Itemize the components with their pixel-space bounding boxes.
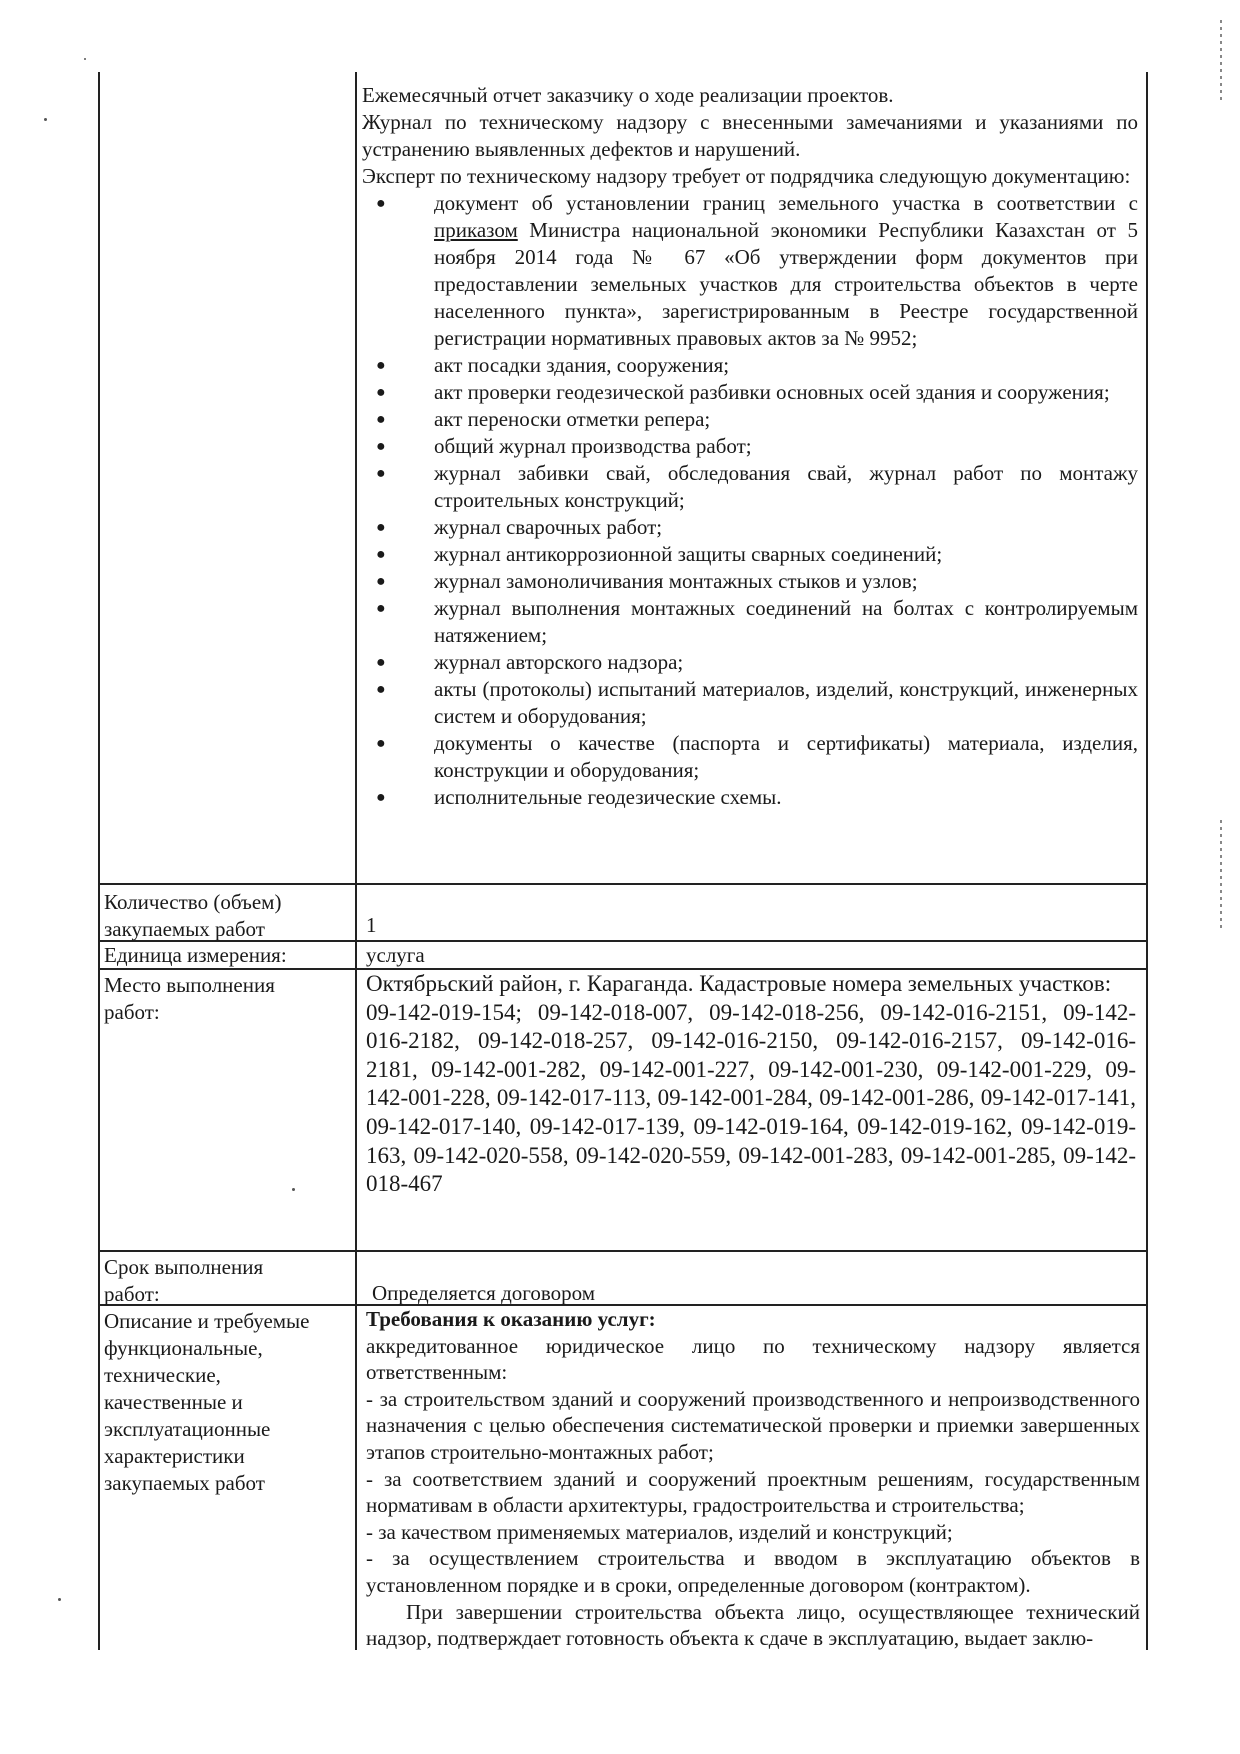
bullet-item-5: ● журнал забивки свай, обследования свай, журнал работ по монтажу строительных конструкций; bbox=[376, 461, 1138, 512]
table-left-border bbox=[98, 72, 100, 1650]
table-right-border bbox=[1146, 72, 1148, 1650]
bullet-dot: ● bbox=[376, 654, 386, 671]
bullet-item-0: ● документ об установлении границ земельного участка в соответствии с приказом Министра национальной экономики Республики Казахстан от 5 ноября 2014 года № 67 «Об утверждении форм документов при предоставлении земельных участков для строительства объектов в черте населенного пункта», зарегистрированным в Реестре государственной регистрации нормативных правовых актов за № 9952; bbox=[376, 191, 1138, 350]
bullet-item-7: ● журнал антикоррозионной защиты сварных соединений; bbox=[376, 542, 943, 566]
bullet-dot: ● bbox=[376, 681, 386, 698]
bullet-dot: ● bbox=[376, 465, 386, 482]
cadastral-numbers: 09-142-019-154; 09-142-018-007, 09-142-018-256, 09-142-016-2151, 09-142-016-2182, 09-142-018-257, 09-142-016-2150, 09-142-016-2157, 09-142-016-2181, 09-142-001-282, 09-142-001-227, 09-142-001-230, 09-142-001-229, 09-142-001-228, 09-142-017-113, 09-142-001-284, 09-142-001-286, 09-142-017-141, 09-142-017-140, 09-142-017-139, 09-142-019-164, 09-142-019-162, 09-142-019-163, 09-142-020-558, 09-142-020-559, 09-142-001-283, 09-142-001-285, 09-142-018-467 bbox=[366, 999, 1136, 1197]
description-label: Описание и требуемые функциональные, технические, качественные и эксплуатационные характеристики закупаемых работ bbox=[104, 1309, 310, 1495]
requirement-item: - за качеством применяемых материалов, изделий и конструкций; bbox=[366, 1519, 953, 1544]
description-value bbox=[366, 1306, 1140, 1652]
bullet-dot: ● bbox=[376, 546, 386, 563]
requirement-item: - за строительством зданий и сооружений производственного и непроизводственного назначения с целью обеспечения систематической проверки и приемки завершенных этапов строительно-монтажных работ; bbox=[366, 1386, 1140, 1464]
bullet-item-4: ● общий журнал производства работ; bbox=[376, 434, 752, 458]
scan-speck bbox=[292, 1188, 295, 1191]
table-column-divider bbox=[355, 72, 357, 1650]
bullet-item-9: ● журнал выполнения монтажных соединений на болтах с контролируемым натяжением; bbox=[376, 596, 1138, 647]
requirement-item: - за осуществлением строительства и вводом в эксплуатацию объектов в установленном порядке и в сроки, определенные договором (контрактом). bbox=[366, 1546, 1140, 1597]
journal-line: Журнал по техническому надзору с внесенными замечаниями и указаниями по устранению выявленных дефектов и нарушений. bbox=[362, 110, 1138, 161]
documentation-block bbox=[362, 82, 1138, 811]
requirement-item: - за соответствием зданий и сооружений проектным решениям, государственным нормативам в области архитектуры, градостроительства и строительства; bbox=[366, 1466, 1140, 1518]
term-label: Срок выполнения работ: bbox=[104, 1255, 264, 1306]
bullet-dot: ● bbox=[376, 357, 386, 374]
bullet-item-2: ● акт проверки геодезической разбивки основных осей здания и сооружения; bbox=[376, 380, 1110, 404]
row-divider-4 bbox=[98, 1250, 1148, 1252]
bullet-item-1: ● акт посадки здания, сооружения; bbox=[376, 353, 730, 377]
scan-margin-mark bbox=[1220, 20, 1222, 100]
bullet-item-8: ● журнал замоноличивания монтажных стыков и узлов; bbox=[376, 569, 918, 593]
scan-speck bbox=[84, 58, 86, 60]
bullet-dot: ● bbox=[376, 384, 386, 401]
order-link[interactable]: приказом bbox=[434, 218, 518, 242]
completion-paragraph: При завершении строительства объекта лицо, осуществляющее технический надзор, подтверждает готовность объекта к сдаче в эксплуатацию, выдает заклю- bbox=[366, 1599, 1140, 1651]
bullet-dot: ● bbox=[376, 411, 386, 428]
scan-margin-mark bbox=[1220, 820, 1222, 930]
bullet-dot: ● bbox=[376, 789, 386, 806]
place-text: Октябрьский район, г. Караганда. Кадастровые номера земельных участков: bbox=[366, 971, 1112, 996]
quantity-value: 1 bbox=[366, 913, 377, 937]
bullet-dot: ● bbox=[376, 600, 386, 617]
bullet-dot: ● bbox=[376, 195, 386, 212]
scan-speck bbox=[44, 118, 47, 121]
bullet-item-13: ● исполнительные геодезические схемы. bbox=[376, 785, 782, 809]
unit-value: услуга bbox=[366, 943, 425, 967]
bullet-item-10: ● журнал авторского надзора; bbox=[376, 650, 684, 674]
term-value: Определяется договором bbox=[372, 1281, 596, 1305]
expert-line: Эксперт по техническому надзору требует от подрядчика следующую документацию: bbox=[362, 164, 1131, 188]
bullet-dot: ● bbox=[376, 519, 386, 536]
quantity-label: Количество (объем) закупаемых работ bbox=[104, 890, 282, 941]
bullet-dot: ● bbox=[376, 735, 386, 752]
bullet-item-12: ● документы о качестве (паспорта и сертификаты) материала, изделия, конструкции и оборудования; bbox=[376, 731, 1138, 782]
place-value bbox=[366, 970, 1136, 1199]
unit-label: Единица измерения: bbox=[104, 943, 287, 967]
requirements-intro: аккредитованное юридическое лицо по техническому надзору является ответственным: bbox=[366, 1333, 1140, 1385]
report-line: Ежемесячный отчет заказчику о ходе реализации проектов. bbox=[362, 83, 894, 107]
place-label: Место выполнения работ: bbox=[104, 973, 275, 1024]
scan-speck bbox=[58, 1598, 61, 1601]
bullet-item-11: ● акты (протоколы) испытаний материалов, изделий, конструкций, инженерных систем и оборудования; bbox=[376, 677, 1138, 728]
bullet-item-3: ● акт переноски отметки репера; bbox=[376, 407, 711, 431]
bullet-item-6: ● журнал сварочных работ; bbox=[376, 515, 663, 539]
row-divider-1 bbox=[98, 883, 1148, 885]
requirements-heading: Требования к оказанию услуг: bbox=[366, 1307, 656, 1331]
bullet-dot: ● bbox=[376, 573, 386, 590]
bullet-dot: ● bbox=[376, 438, 386, 455]
